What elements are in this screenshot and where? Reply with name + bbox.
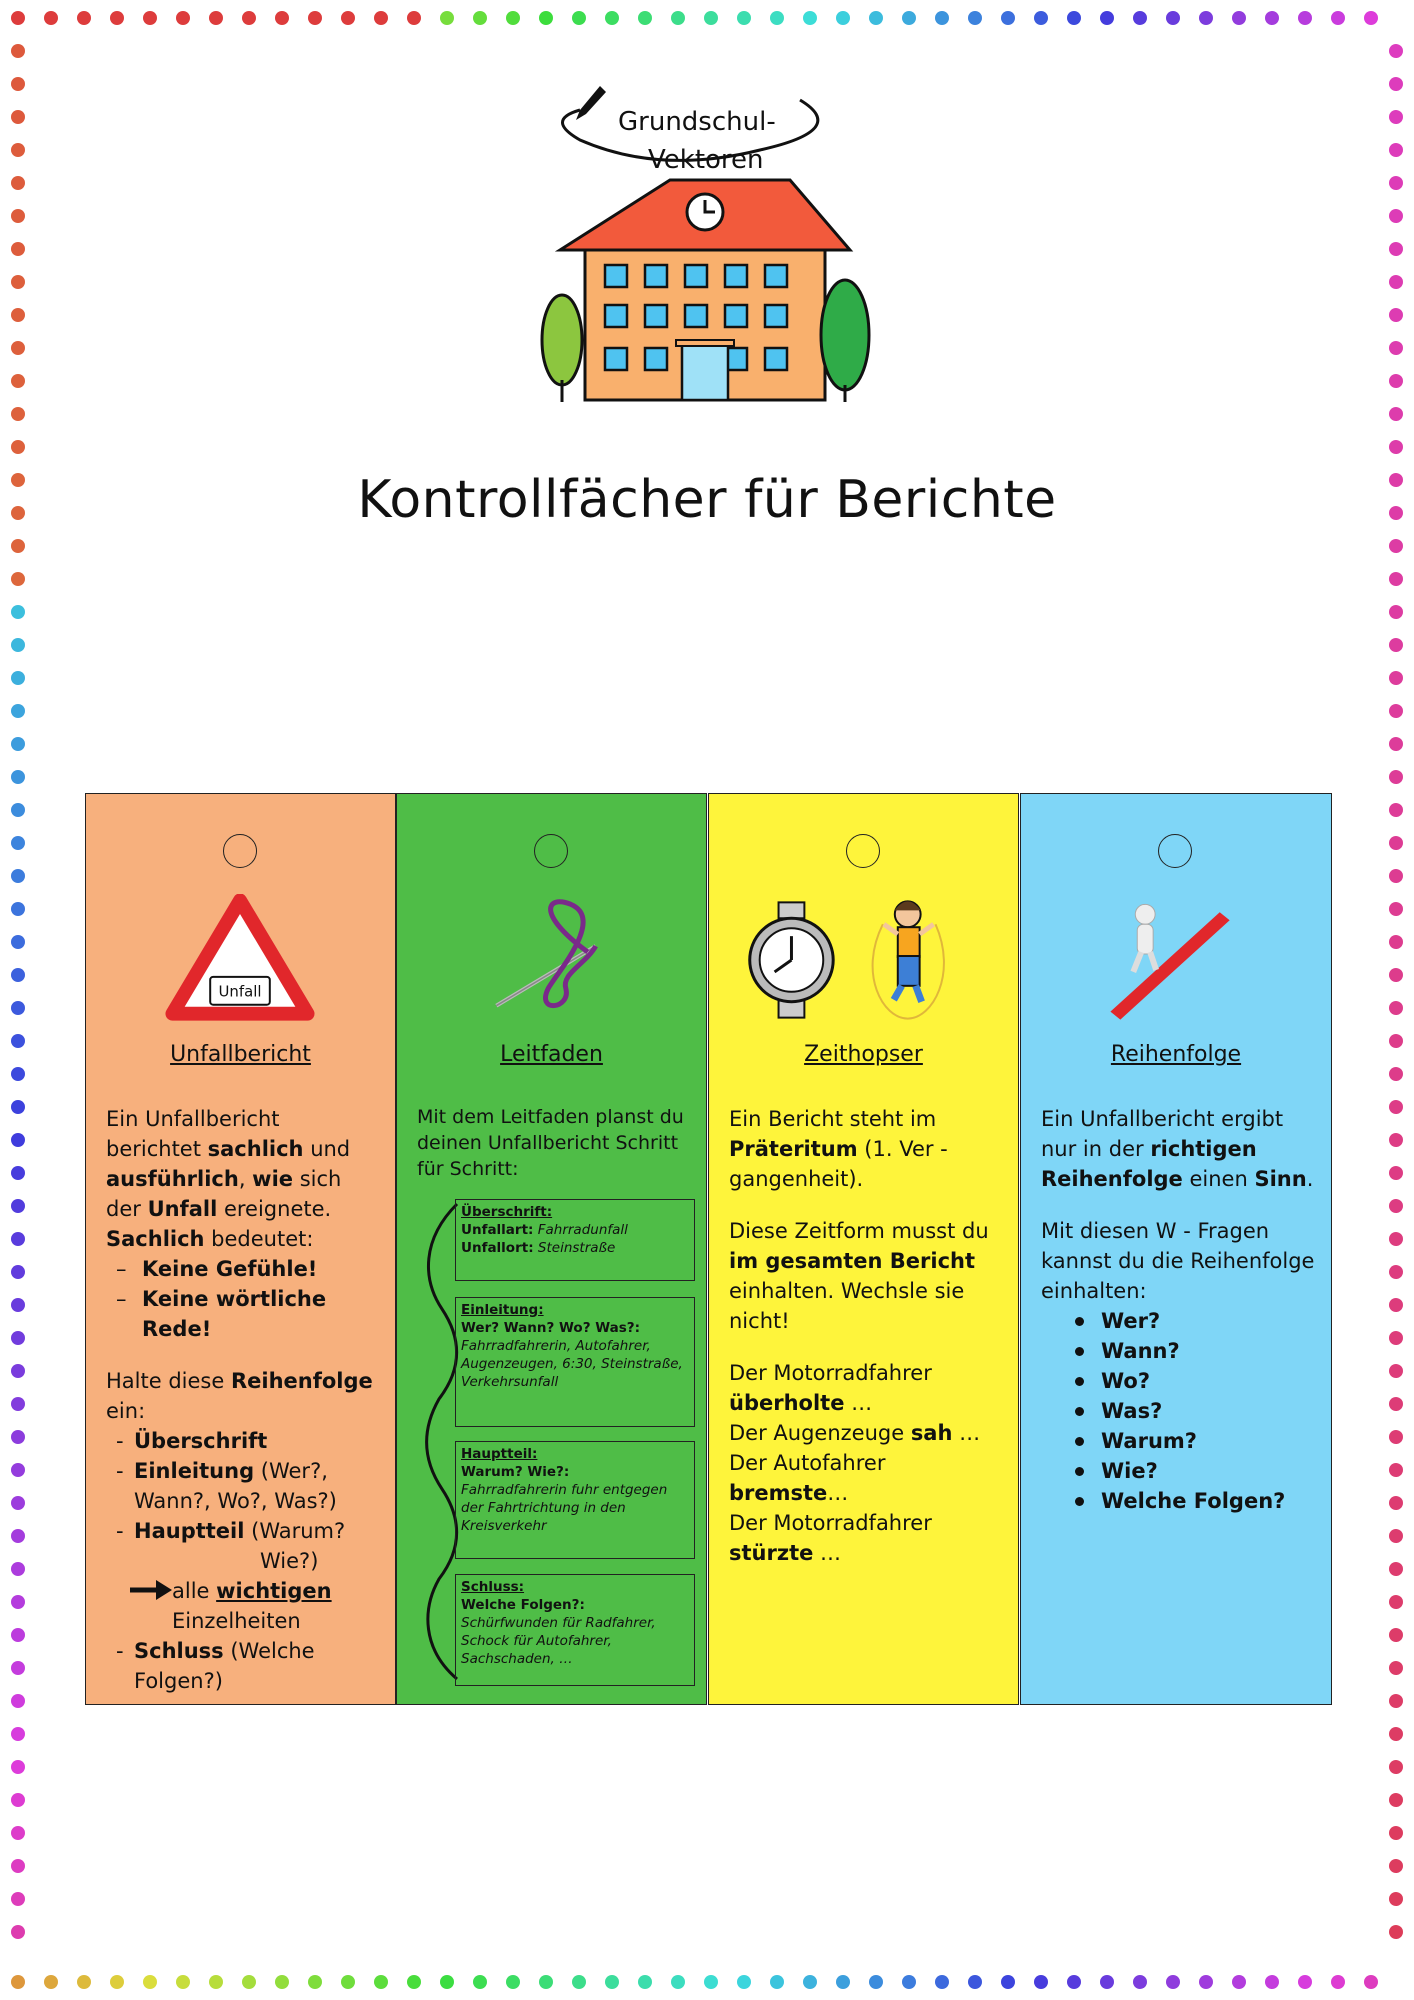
border-dot <box>11 440 25 454</box>
border-dot <box>1265 11 1279 25</box>
strip-intro: Mit dem Leitfaden planst du deinen Unfallbericht Schritt für Schritt: <box>417 1106 684 1180</box>
border-dot <box>11 1925 25 1939</box>
order-list <box>106 1426 381 1546</box>
list-item: - Schluss (Welche Folgen?) <box>106 1636 381 1696</box>
border-dot <box>1298 1975 1312 1989</box>
border-dot <box>869 11 883 25</box>
border-dot <box>308 1975 322 1989</box>
list-item: Wo? <box>1101 1366 1316 1396</box>
arrow-line: alle wichtigen Einzelheiten <box>106 1576 381 1636</box>
border-dot <box>11 1793 25 1807</box>
border-dot <box>1389 1496 1403 1510</box>
strip-leitfaden <box>396 793 707 1705</box>
border-dot <box>1389 1265 1403 1279</box>
border-dot <box>1389 1034 1403 1048</box>
border-dot <box>275 1975 289 1989</box>
border-dot <box>1389 1100 1403 1114</box>
border-dot <box>704 11 718 25</box>
paragraph-praeteritum: Ein Bericht steht im Präteritum (1. Ver - gangenheit). <box>729 1107 948 1191</box>
border-dot <box>374 1975 388 1989</box>
outline-box-schluss: Schluss: Welche Folgen?: Schürfwunden für Radfahrer, Schock für Autofahrer, Sachschaden, … <box>455 1574 695 1686</box>
punch-hole <box>1158 834 1192 868</box>
border-dot <box>1389 1430 1403 1444</box>
border-dot <box>902 11 916 25</box>
border-dot <box>1232 1975 1246 1989</box>
border-dot <box>1389 143 1403 157</box>
border-dot <box>968 1975 982 1989</box>
border-dot <box>11 737 25 751</box>
example-line: Der Motorradfahrer überholte … <box>729 1361 932 1415</box>
border-dot <box>935 1975 949 1989</box>
border-dot <box>1034 1975 1048 1989</box>
border-dot <box>1389 1232 1403 1246</box>
border-dot <box>1389 1397 1403 1411</box>
border-dot <box>374 11 388 25</box>
order-list-last <box>106 1636 381 1696</box>
border-dot <box>407 11 421 25</box>
border-dot <box>1389 704 1403 718</box>
border-dot <box>11 605 25 619</box>
paragraph-wfragen: Mit diesen W - Fragen kannst du die Reihenfolge einhalten: <box>1041 1219 1315 1303</box>
example-line: Der Augenzeuge sah … <box>729 1421 981 1445</box>
border-dot <box>1389 275 1403 289</box>
border-dot <box>11 1826 25 1840</box>
paragraph-zeitform: Diese Zeitform musst du im gesamten Bericht einhalten. Wechsle sie nicht! <box>729 1219 989 1333</box>
border-dot <box>44 11 58 25</box>
border-dot <box>803 1975 817 1989</box>
border-dot <box>803 11 817 25</box>
warning-sign-icon <box>86 894 395 1024</box>
border-dot <box>1067 1975 1081 1989</box>
border-dot <box>1389 1859 1403 1873</box>
list-item: Was? <box>1101 1396 1316 1426</box>
border-dot <box>1389 1364 1403 1378</box>
border-dot <box>1389 1661 1403 1675</box>
border-dot <box>1389 1793 1403 1807</box>
border-dot <box>1166 1975 1180 1989</box>
border-dot <box>1389 671 1403 685</box>
border-dot <box>11 407 25 421</box>
border-dot <box>11 11 25 25</box>
punch-hole <box>223 834 257 868</box>
border-dot <box>1389 968 1403 982</box>
border-dot <box>242 1975 256 1989</box>
border-dot <box>1331 1975 1345 1989</box>
border-dot <box>1166 11 1180 25</box>
border-dot <box>1389 209 1403 223</box>
border-dot <box>902 1975 916 1989</box>
border-dot <box>1364 1975 1378 1989</box>
border-dot <box>143 11 157 25</box>
logo-line2: Vektoren <box>648 145 764 175</box>
outline-boxes <box>417 1199 707 1684</box>
border-dot <box>11 1034 25 1048</box>
border-dot <box>1389 242 1403 256</box>
border-dot <box>242 11 256 25</box>
border-dot <box>11 704 25 718</box>
border-dot <box>539 1975 553 1989</box>
border-dot <box>1100 11 1114 25</box>
border-dot <box>77 11 91 25</box>
border-dot <box>1389 176 1403 190</box>
border-dot <box>11 1298 25 1312</box>
border-dot <box>572 11 586 25</box>
border-dot <box>11 1496 25 1510</box>
border-dot <box>1001 11 1015 25</box>
border-dot <box>11 902 25 916</box>
border-dot <box>1389 1562 1403 1576</box>
border-dot <box>11 143 25 157</box>
list-item: Wer? <box>1101 1306 1316 1336</box>
list-item: - Hauptteil (Warum? <box>106 1516 381 1546</box>
border-dot <box>770 11 784 25</box>
border-dot <box>440 11 454 25</box>
border-dot <box>11 1166 25 1180</box>
border-dot <box>1389 1727 1403 1741</box>
paragraph-intro: Ein Unfallbericht berichtet sachlich und ausführlich, wie sich der Unfall ereignete. <box>106 1107 351 1221</box>
border-dot <box>1133 11 1147 25</box>
border-dot <box>11 539 25 553</box>
border-dot <box>968 11 982 25</box>
border-dot <box>737 11 751 25</box>
border-dot <box>1199 1975 1213 1989</box>
border-dot <box>11 572 25 586</box>
arrow-right-icon <box>130 1576 172 1604</box>
border-dot <box>1389 1331 1403 1345</box>
border-dot <box>1034 11 1048 25</box>
border-dot <box>1389 1298 1403 1312</box>
strip-text <box>106 1104 381 1696</box>
outline-box-ueberschrift: Überschrift: Unfallart: Fahrradunfall Unfallort: Steinstraße <box>455 1199 695 1281</box>
border-dot <box>1389 1826 1403 1840</box>
border-dot <box>1389 1529 1403 1543</box>
border-dot <box>11 1100 25 1114</box>
list-item: – Keine wörtliche Rede! <box>106 1284 381 1344</box>
border-dot <box>539 11 553 25</box>
border-dot <box>11 1463 25 1477</box>
border-dot <box>209 11 223 25</box>
paragraph-order: Halte diese Reihenfolge ein: <box>106 1369 373 1423</box>
border-dot <box>11 176 25 190</box>
border-dot <box>11 1430 25 1444</box>
border-dot <box>1389 803 1403 817</box>
border-dot <box>44 1975 58 1989</box>
border-dot <box>1389 1628 1403 1642</box>
border-dot <box>1389 1595 1403 1609</box>
grundschul-vektoren-logo <box>540 80 880 410</box>
border-dot <box>407 1975 421 1989</box>
border-dot <box>11 44 25 58</box>
sign-label: Unfall <box>218 982 262 1001</box>
border-dot <box>1389 737 1403 751</box>
border-dot <box>1389 1199 1403 1213</box>
border-dot <box>11 638 25 652</box>
border-dot <box>11 1133 25 1147</box>
border-dot <box>11 836 25 850</box>
border-dot <box>1389 1925 1403 1939</box>
border-dot <box>836 11 850 25</box>
border-dot <box>1389 374 1403 388</box>
border-dot <box>737 1975 751 1989</box>
border-dot <box>1389 308 1403 322</box>
border-dot <box>671 1975 685 1989</box>
border-dot <box>176 11 190 25</box>
border-dot <box>1389 44 1403 58</box>
border-dot <box>11 308 25 322</box>
border-dot <box>638 1975 652 1989</box>
border-dot <box>341 1975 355 1989</box>
border-dot <box>110 11 124 25</box>
strip-heading: Zeithopser <box>804 1042 923 1067</box>
border-dot <box>1331 11 1345 25</box>
page-title: Kontrollfächer für Berichte <box>357 470 1057 530</box>
needle-thread-icon <box>397 894 706 1024</box>
border-dot <box>11 1067 25 1081</box>
border-dot <box>1232 11 1246 25</box>
border-dot <box>1389 341 1403 355</box>
list-item: – Keine Gefühle! <box>106 1254 381 1284</box>
border-dot <box>143 1975 157 1989</box>
logo-line1: Grundschul- <box>618 107 776 137</box>
border-dot <box>11 1628 25 1642</box>
strip-heading: Unfallbericht <box>170 1042 311 1067</box>
punch-hole <box>846 834 880 868</box>
list-item: Welche Folgen? <box>1101 1486 1316 1516</box>
list-item: Warum? <box>1101 1426 1316 1456</box>
border-dot <box>1389 869 1403 883</box>
border-dot <box>209 1975 223 1989</box>
border-dot <box>1389 1463 1403 1477</box>
strip-heading: Reihenfolge <box>1110 1042 1242 1067</box>
border-dot <box>1067 11 1081 25</box>
border-dot <box>308 11 322 25</box>
border-dot <box>1389 1166 1403 1180</box>
border-dot <box>671 11 685 25</box>
border-dot <box>11 770 25 784</box>
outline-box-einleitung: Einleitung: Wer? Wann? Wo? Was?: Fahrradfahrerin, Autofahrer, Augenzeugen, 6:30, Steinstraße, Verkehrsunfall <box>455 1297 695 1427</box>
strip-reihenfolge <box>1020 793 1332 1705</box>
border-dot <box>11 374 25 388</box>
border-dot <box>1389 836 1403 850</box>
border-dot <box>1100 1975 1114 1989</box>
border-dot <box>1389 572 1403 586</box>
border-dot <box>11 242 25 256</box>
border-dot <box>1389 902 1403 916</box>
border-dot <box>935 11 949 25</box>
strip-heading: Leitfaden <box>500 1042 603 1067</box>
example-line: Der Autofahrer bremste… <box>729 1451 886 1505</box>
border-dot <box>11 209 25 223</box>
border-dot <box>11 935 25 949</box>
outline-box-hauptteil: Hauptteil: Warum? Wie?: Fahrradfahrerin fuhr entgegen der Fahrtrichtung in den Kreisverkehr <box>455 1441 695 1559</box>
border-dot <box>1389 440 1403 454</box>
border-dot <box>11 1001 25 1015</box>
border-dot <box>11 275 25 289</box>
border-dot <box>1389 605 1403 619</box>
border-dot <box>1364 11 1378 25</box>
border-dot <box>77 1975 91 1989</box>
strip-text <box>729 1104 1004 1568</box>
border-dot <box>1133 1975 1147 1989</box>
list-item: - Einleitung (Wer?, Wann?, Wo?, Was?) <box>106 1456 381 1516</box>
example-line: Der Motorradfahrer stürzte … <box>729 1511 932 1565</box>
border-dot <box>275 11 289 25</box>
border-dot <box>11 968 25 982</box>
border-dot <box>473 1975 487 1989</box>
border-dot <box>11 1364 25 1378</box>
border-dot <box>1298 11 1312 25</box>
border-dot <box>836 1975 850 1989</box>
border-dot <box>11 1529 25 1543</box>
border-dot <box>11 869 25 883</box>
border-dot <box>11 1199 25 1213</box>
border-dot <box>11 77 25 91</box>
strip-zeithopser <box>708 793 1019 1705</box>
border-dot <box>572 1975 586 1989</box>
border-dot <box>638 11 652 25</box>
border-dot <box>605 1975 619 1989</box>
border-dot <box>1389 77 1403 91</box>
border-dot <box>11 1975 25 1989</box>
strip-unfallbericht <box>85 793 396 1705</box>
border-dot <box>506 1975 520 1989</box>
border-dot <box>11 1694 25 1708</box>
order-cont: Wie?) <box>260 1549 319 1573</box>
border-dot <box>1389 407 1403 421</box>
border-dot <box>11 671 25 685</box>
border-dot <box>770 1975 784 1989</box>
list-item: Wie? <box>1101 1456 1316 1486</box>
border-dot <box>11 1331 25 1345</box>
border-dot <box>1265 1975 1279 1989</box>
border-dot <box>1389 1067 1403 1081</box>
figure-climbing-ramp-icon <box>1021 894 1331 1024</box>
border-dot <box>1389 110 1403 124</box>
border-dot <box>1389 638 1403 652</box>
border-dot <box>869 1975 883 1989</box>
border-dot <box>1001 1975 1015 1989</box>
dash-list <box>106 1254 381 1344</box>
list-item: Wann? <box>1101 1336 1316 1366</box>
border-dot <box>473 11 487 25</box>
border-dot <box>704 1975 718 1989</box>
border-dot <box>11 1661 25 1675</box>
border-dot <box>1389 1133 1403 1147</box>
border-dot <box>506 11 520 25</box>
border-dot <box>11 110 25 124</box>
border-dot <box>1389 539 1403 553</box>
strip-text <box>1041 1104 1316 1516</box>
border-dot <box>11 1859 25 1873</box>
border-dot <box>440 1975 454 1989</box>
border-dot <box>11 1595 25 1609</box>
border-dot <box>1389 1001 1403 1015</box>
punch-hole <box>534 834 568 868</box>
question-list <box>1041 1306 1316 1516</box>
border-dot <box>11 803 25 817</box>
border-dot <box>341 11 355 25</box>
border-dot <box>1389 1694 1403 1708</box>
border-dot <box>1389 1892 1403 1906</box>
border-dot <box>1199 11 1213 25</box>
border-dot <box>1389 935 1403 949</box>
border-dot <box>1389 770 1403 784</box>
stopwatch-jumping-kid-icon <box>709 894 1018 1024</box>
border-dot <box>11 1760 25 1774</box>
list-item: - Überschrift <box>106 1426 381 1456</box>
paragraph-sachlich: Sachlich bedeutet: <box>106 1227 314 1251</box>
border-dot <box>11 1562 25 1576</box>
border-dot <box>11 341 25 355</box>
paragraph-sinn: Ein Unfallbericht ergibt nur in der richtigen Reihenfolge einen Sinn. <box>1041 1107 1314 1191</box>
border-dot <box>11 1397 25 1411</box>
border-dot <box>176 1975 190 1989</box>
border-dot <box>11 1265 25 1279</box>
border-dot <box>1389 1760 1403 1774</box>
border-dot <box>11 1892 25 1906</box>
border-dot <box>11 1232 25 1246</box>
border-dot <box>110 1975 124 1989</box>
border-dot <box>11 1727 25 1741</box>
border-dot <box>605 11 619 25</box>
